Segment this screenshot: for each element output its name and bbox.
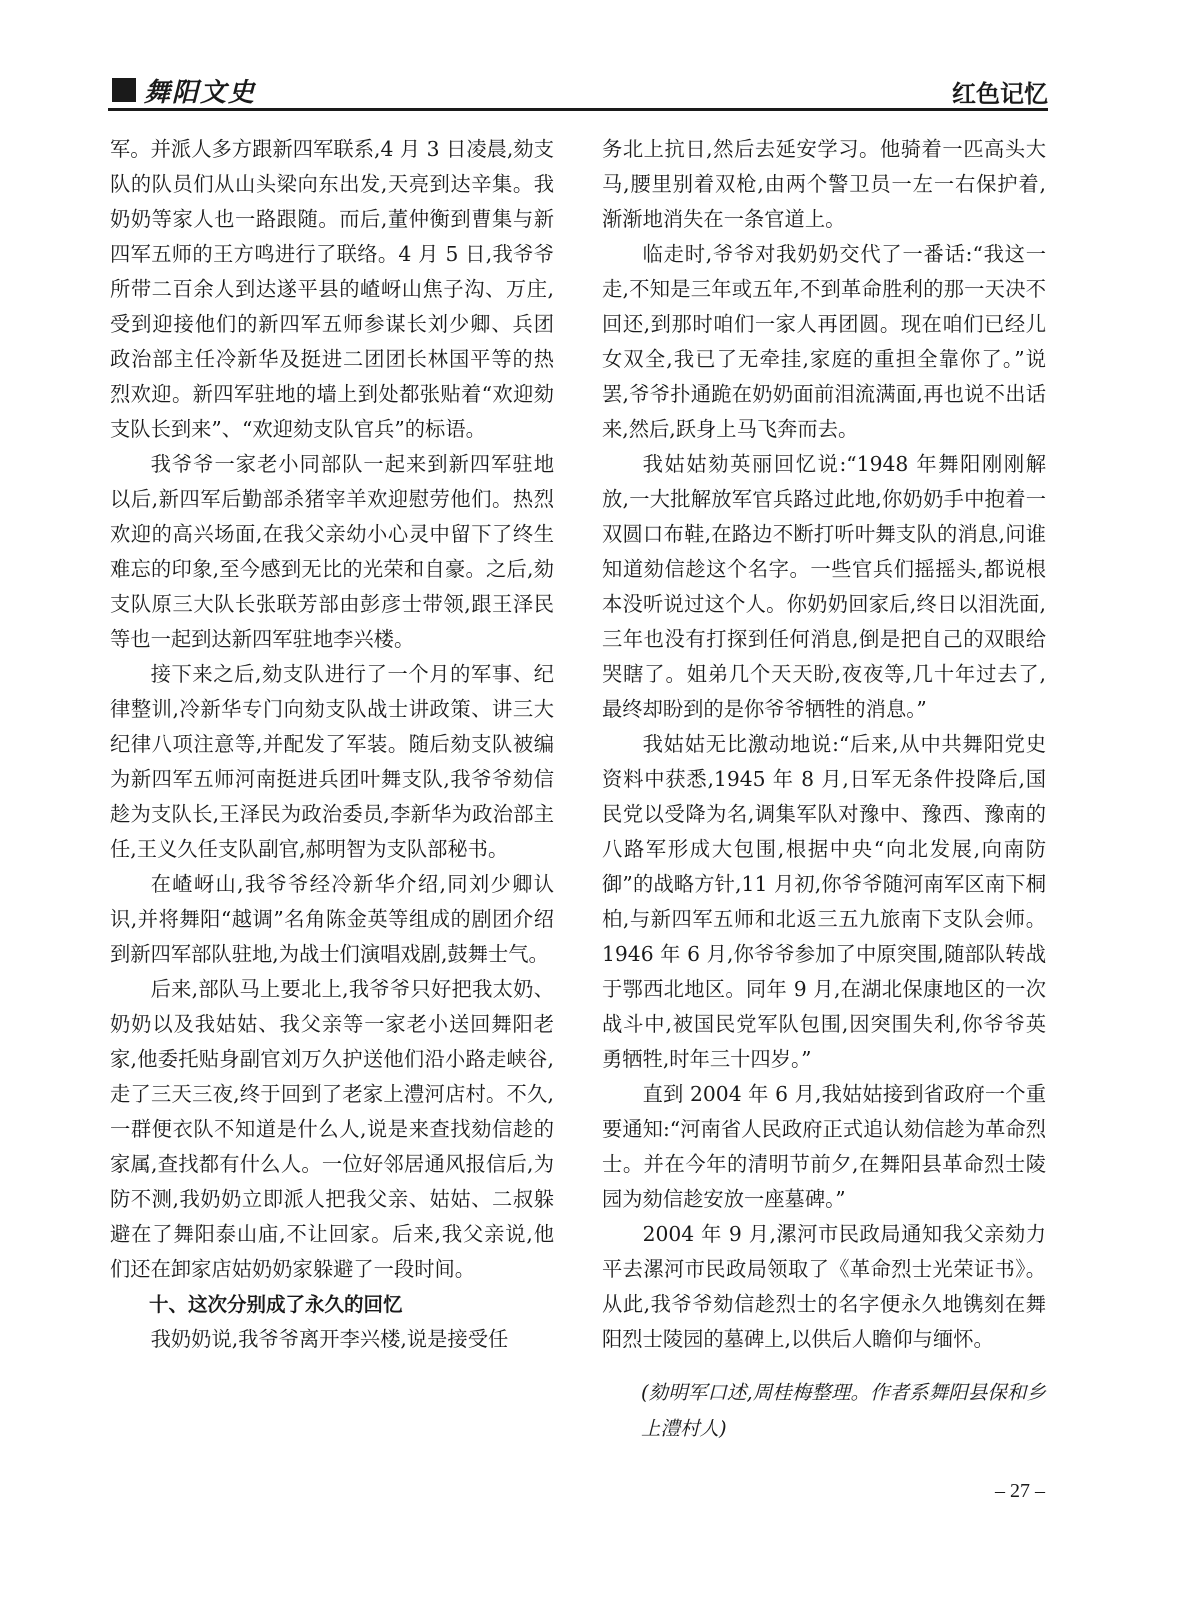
paragraph: 临走时,爷爷对我奶奶交代了一番话:“我这一走,不知是三年或五年,不到革命胜利的那一天决不回还,到那时咱们一家人再团圆。现在咱们已经儿女双全,我已了无牵挂,家庭的重担全靠你了。”说罢,爷爷扑通跪在奶奶面前泪流满面,再也说不出话来,然后,跃身上马飞奔而去。 xyxy=(602,242,1046,441)
paragraph: 2004 年 9 月,漯河市民政局通知我父亲劾力平去漯河市民政局领取了《革命烈士光荣证书》。从此,我爷爷劾信趁烈士的名字便永久地镌刻在舞阳烈士陵园的墓碑上,以供后人瞻仰与缅怀。 xyxy=(602,1222,1046,1351)
header-rule xyxy=(108,108,1048,111)
paragraph: 我奶奶说,我爷爷离开李兴楼,说是接受任 xyxy=(150,1327,509,1351)
paragraph: 直到 2004 年 6 月,我姑姑接到省政府一个重要通知:“河南省人民政府正式追认劾信趁为革命烈士。并在今年的清明节前夕,在舞阳县革命烈士陵园为劾信趁安放一座墓碑。” xyxy=(602,1082,1046,1211)
paragraph: 接下来之后,劾支队进行了一个月的军事、纪律整训,冷新华专门向劾支队战士讲政策、讲三大纪律八项注意等,并配发了军装。随后劾支队被编为新四军五师河南挺进兵团叶舞支队,我爷爷劾信趁为支队长,王泽民为政治委员,李新华为政治部主任,王义久任支队副官,郝明智为支队部秘书。 xyxy=(110,662,554,861)
paragraph: 我姑姑无比激动地说:“后来,从中共舞阳党史资料中获悉,1945 年 8 月,日军无条件投降后,国民党以受降为名,调集军队对豫中、豫西、豫南的八路军形成大包围,根据中央“向北发展,向南防御”的战略方针,11 月初,你爷爷随河南军区南下桐柏,与新四军五师和北返三五九旅南下支队会师。1946 年 6 月,你爷爷参加了中原突围,随部队转战于鄂西北地区。同年 9 月,在湖北保康地区的一次战斗中,被国民党军队包围,因突围失利,你爷爷英勇牺牲,时年三十四岁。” xyxy=(602,732,1046,1071)
paragraph: 我爷爷一家老小同部队一起来到新四军驻地以后,新四军后勤部杀猪宰羊欢迎慰劳他们。热烈欢迎的高兴场面,在我父亲幼小心灵中留下了终生难忘的印象,至今感到无比的光荣和自豪。之后,劾支队原三大队长张联芳部由彭彦士带领,跟王泽民等也一起到达新四军驻地李兴楼。 xyxy=(110,452,554,651)
section-heading: 十、这次分别成了永久的回忆 xyxy=(149,1293,403,1316)
paragraph: 在嵖岈山,我爷爷经冷新华介绍,同刘少卿认识,并将舞阳“越调”名角陈金英等组成的剧团介绍到新四军部队驻地,为战士们演唱戏剧,鼓舞士气。 xyxy=(110,872,554,966)
right-column xyxy=(602,132,1046,1447)
page-number: – 27 – xyxy=(995,1480,1045,1502)
paragraph: 军。并派人多方跟新四军联系,4 月 3 日凌晨,劾支队的队员们从山头梁向东出发,天亮到达辛集。我奶奶等家人也一路跟随。而后,董仲衡到曹集与新四军五师的王方鸣进行了联络。4 月 5 日,我爷爷所带二百余人到达遂平县的嵖岈山焦子沟、万庄,受到迎接他们的新四军五师参谋长刘少卿、兵团政治部主任冷新华及挺进二团团长林国平等的热烈欢迎。新四军驻地的墙上到处都张贴着“欢迎劾支队长到来”、“欢迎劾支队官兵”的标语。 xyxy=(110,137,554,441)
left-column xyxy=(110,132,554,1357)
paragraph: 务北上抗日,然后去延安学习。他骑着一匹高头大马,腰里别着双枪,由两个警卫员一左一右保护着,渐渐地消失在一条官道上。 xyxy=(602,137,1046,231)
paragraph: 后来,部队马上要北上,我爷爷只好把我太奶、奶奶以及我姑姑、我父亲等一家老小送回舞阳老家,他委托贴身副官刘万久护送他们沿小路走峡谷,走了三天三夜,终于回到了老家上澧河店村。不久,一群便衣队不知道是什么人,说是来查找劾信趁的家属,查找都有什么人。一位好邻居通风报信后,为防不测,我奶奶立即派人把我父亲、姑姑、二叔躲避在了舞阳泰山庙,不让回家。后来,我父亲说,他们还在卸家店姑奶奶家躲避了一段时间。 xyxy=(110,977,554,1281)
header-square-mark xyxy=(112,78,136,102)
page-header xyxy=(108,70,1048,106)
author-note: (劾明军口述,周桂梅整理。作者系舞阳县保和乡上澧村人) xyxy=(641,1381,1046,1440)
paragraph: 我姑姑劾英丽回忆说:“1948 年舞阳刚刚解放,一大批解放军官兵路过此地,你奶奶手中抱着一双圆口布鞋,在路边不断打听叶舞支队的消息,问谁知道劾信趁这个名字。一些官兵们摇摇头,都说根本没听说过这个人。你奶奶回家后,终日以泪洗面,三年也没有打探到任何消息,倒是把自己的双眼给哭瞎了。姐弟几个天天盼,夜夜等,几十年过去了,最终却盼到的是你爷爷牺牲的消息。” xyxy=(602,452,1046,721)
section-title: 红色记忆 xyxy=(952,80,1048,108)
journal-title: 舞阳文史 xyxy=(144,78,257,108)
